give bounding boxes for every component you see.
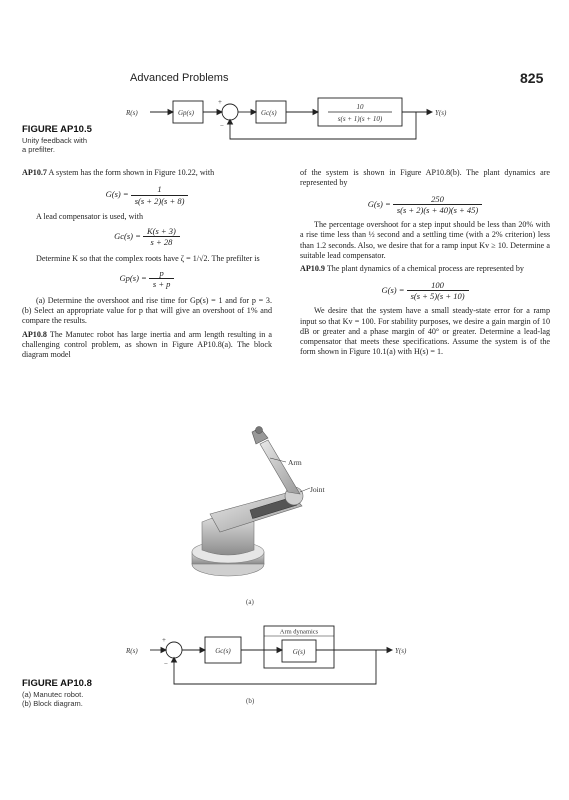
arrowhead — [387, 648, 392, 653]
problem-ap10-8-text2: The percentage overshoot for a step input should be less than 20% with a rise time less than ½ second and a settling time (with a 2% criterion) less than 1.2 seconds. Also, we desire that for a ramp input Kv ≥ 10. Determine a suitable lead compensator. — [300, 220, 550, 261]
figure-ap10-5-label: FIGURE AP10.5 — [22, 124, 92, 135]
sum-minus-sign: − — [220, 122, 224, 130]
controller-label: Gc(s) — [215, 647, 231, 655]
equation-g: G(s) = $\frac{1}{s(s + 2)(s + 8)}$ — [22, 184, 272, 206]
problem-ap10-9-text: The plant dynamics of a chemical process are represented by — [326, 264, 524, 274]
sum-minus-sign: − — [164, 660, 168, 668]
problem-id-ap10-7: AP10.7 — [22, 168, 47, 177]
controller-label: Gc(s) — [261, 109, 277, 117]
figure-ap10-5-caption: Unity feedback with a prefilter. — [22, 136, 88, 154]
plant-denominator: s(s + 1)(s + 10) — [337, 115, 383, 123]
subfigure-a-label: (a) — [246, 598, 254, 606]
problem-ap10-7-text3: Determine K so that the complex roots have ζ = 1/√2. The prefilter is — [36, 253, 260, 263]
equation-g-chemical: G(s) = $\frac{100}{s(s + 5)(s + 10)}$ — [300, 280, 550, 302]
page-number: 825 — [520, 70, 544, 86]
arrowhead — [161, 648, 166, 653]
output-label: Y(s) — [395, 647, 407, 655]
equation-g-robot: G(s) = $\frac{250}{s(s + 2)(s + 40)(s + 45)}$ — [300, 194, 550, 216]
problem-ap10-9-text2: We desire that the system have a small steady-state error for a ramp input so that Kv = 100. For stability purposes, we desire a gain margin of 10 dB or greater and a phase margin of 40° or greater. Determine a lead-lag compensator that meets these specifications. Assume the system is of the form shown in Figure 10.1(a) with H(s) = 1. — [300, 306, 550, 357]
figure-ap10-8-label: FIGURE AP10.8 — [22, 678, 92, 689]
arrowhead — [277, 648, 282, 653]
figure-ap10-8-caption: (a) Manutec robot. (b) Block diagram. — [22, 690, 84, 708]
problem-ap10-8-cont: of the system is shown in Figure AP10.8(b). The plant dynamics are represented by — [300, 168, 550, 188]
arrowhead — [200, 648, 205, 653]
sum-plus-sign: + — [218, 98, 222, 106]
arm-label: Arm — [288, 458, 302, 467]
prefilter-label: Gp(s) — [178, 109, 194, 117]
equation-gp: Gp(s) = $\frac{p}{s + p}$ — [22, 268, 272, 290]
arm-dynamics-label: Arm dynamics — [279, 628, 319, 636]
subfigure-b-label: (b) — [246, 697, 255, 705]
joint-label: Joint — [310, 485, 325, 494]
equation-gc: Gc(s) = $\frac{K(s + 3)}{s + 28}$ — [22, 226, 272, 248]
feedback-path — [174, 650, 376, 684]
plant-numerator: 10 — [356, 103, 364, 111]
running-header: Advanced Problems — [130, 72, 229, 84]
problem-id-ap10-8: AP10.8 — [22, 329, 47, 339]
problem-id-ap10-9: AP10.9 — [300, 264, 325, 274]
problem-ap10-7-text2: A lead compensator is used, with — [36, 211, 143, 221]
output-label: Y(s) — [435, 109, 447, 117]
problem-ap10-7-intro: A system has the form shown in Figure 10.22, with — [48, 168, 215, 177]
plant-label: G(s) — [292, 648, 306, 656]
sum-plus-sign: + — [162, 636, 166, 644]
problem-ap10-8-text: The Manutec robot has large inertia and arm length resulting in a challenging control problem, as shown in Figure AP10.8(a). The block diagram model — [22, 329, 272, 360]
problem-ap10-7-text4: (a) Determine the overshoot and rise time for Gp(s) = 1 and for p = 3. (b) Select an appropriate value for p that will give an overshoot of 1% and compare the results. — [22, 295, 272, 326]
input-label: R(s) — [126, 647, 138, 655]
input-label: R(s) — [126, 109, 138, 117]
summing-junction — [166, 642, 182, 658]
